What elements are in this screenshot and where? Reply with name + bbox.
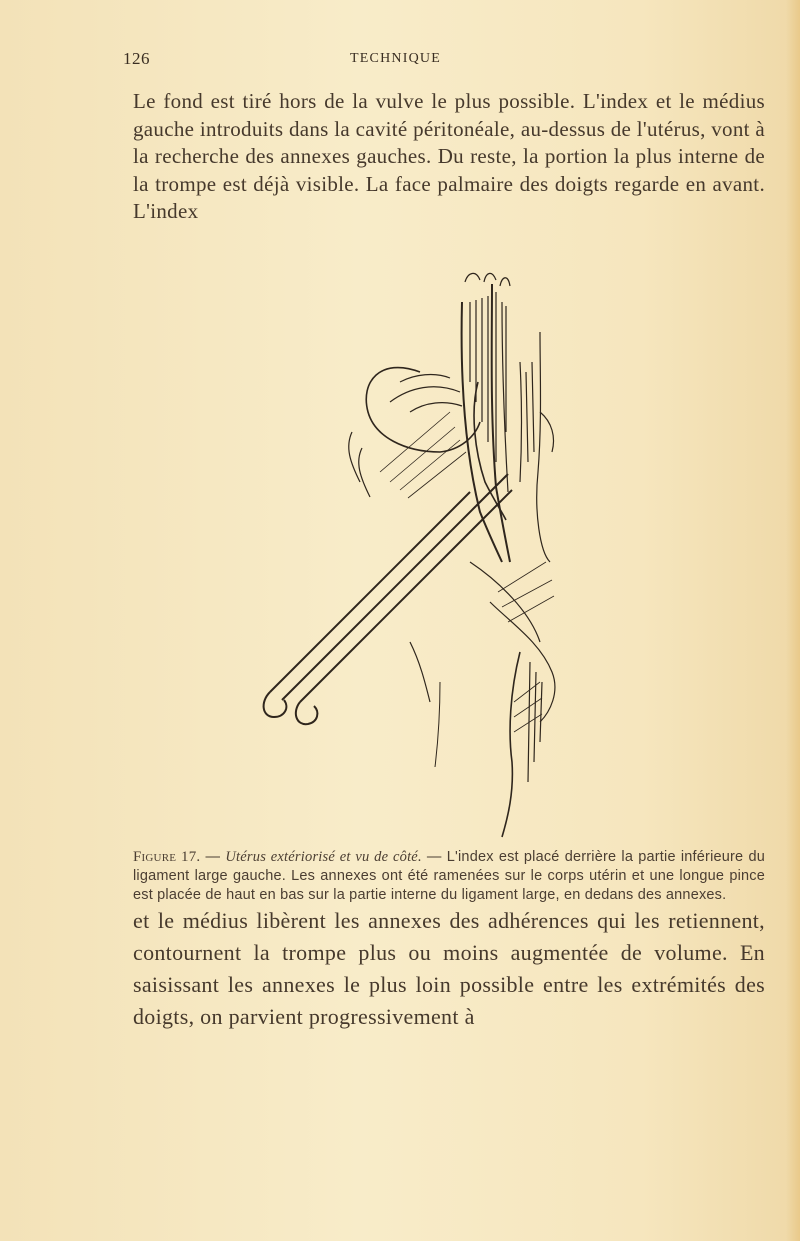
figure-label: Figure 17. [133,849,201,865]
caption-dash: — [200,849,226,865]
page-number: 126 [123,49,150,68]
adnexa-drawing [520,332,554,562]
caption-text: — L'index est placé derrière la partie inférieure du ligament large gauche. Les annexes ont été ramenées sur le corps utérin et une longue pince est placée de haut en bas sur la partie interne du ligament large, en dedans des annexes. [133,849,765,903]
figure-illustration [240,262,560,844]
figure-title: Utérus extériorisé et vu de côté. [225,849,422,865]
page-edge [786,0,800,1241]
hand-fingers-drawing [462,273,510,562]
forceps-drawing [264,432,512,724]
paragraph-bottom: et le médius libèrent les annexes des adhérences qui les retiennent, contournent la trompe plus ou moins augmentée de volume. En saisissant les annexes le plus loin possible entre les extrémités des doigts, on parvient progressivement à [133,908,765,1029]
figure-caption [133,848,765,904]
page-header [123,49,668,71]
ligament-drawing [410,562,555,837]
running-title: TECHNIQUE [350,51,441,66]
paragraph-top: Le fond est tiré hors de la vulve le plus possible. L'index et le médius gauche introduits dans la cavité péritonéale, au-dessus de l'utérus, vont à la recherche des annexes gauches. Du reste, la portion la plus interne de la trompe est déjà visible. La face palmaire des doigts regarde en avant. L'index [133,89,765,223]
